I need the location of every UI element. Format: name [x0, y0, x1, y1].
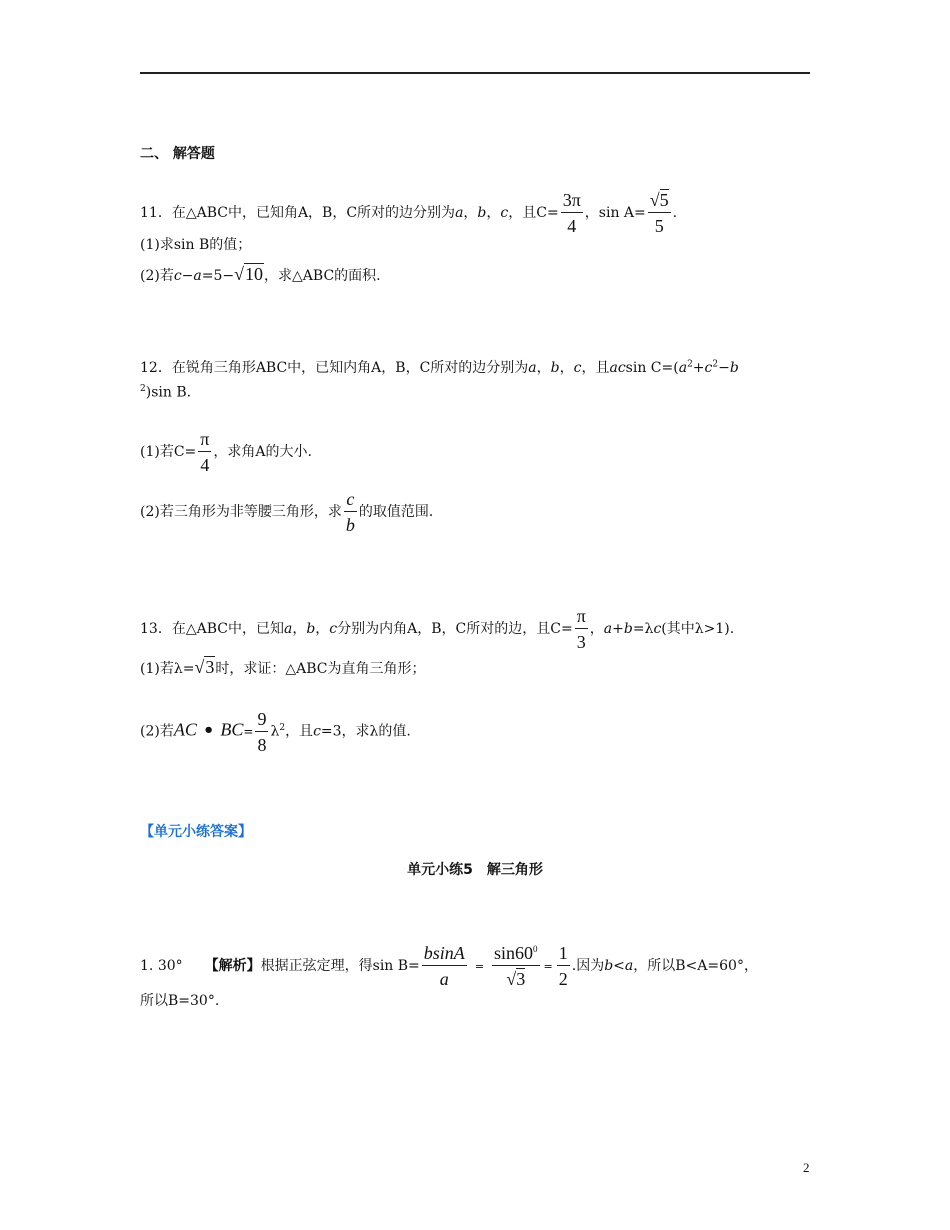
q13-text: ， — [589, 621, 604, 637]
var-c: c — [500, 205, 509, 221]
q12-text: (2)若三角形为非等腰三角形，求 — [140, 504, 342, 520]
vector-ac: AC — [173, 719, 197, 740]
header-rule — [140, 72, 810, 74]
var-c: c — [329, 621, 338, 637]
var-a: a — [678, 360, 688, 376]
fraction-1-2 — [557, 944, 570, 988]
fraction-pi-4 — [198, 430, 211, 474]
q13-text: =λ — [632, 621, 654, 637]
frac-den: 4 — [200, 455, 210, 475]
sep: ， — [536, 360, 551, 376]
radicand: 3 — [205, 657, 215, 677]
sin60: sin60 — [494, 943, 534, 963]
expr: ac — [609, 360, 626, 376]
degree-sup: 0 — [533, 944, 538, 954]
op: + — [692, 360, 705, 376]
sqrt-10: √10 — [234, 264, 264, 284]
q13-part1 — [140, 657, 425, 678]
q13-text: =3，求λ的值. — [320, 723, 411, 740]
answers-heading: 【单元小练答案】 — [140, 824, 252, 840]
var-a: a — [283, 621, 293, 637]
q13-text: 时，求证：△ABC为直角三角形； — [215, 661, 426, 677]
frac-den: b — [345, 515, 355, 535]
fraction-9-8 — [255, 710, 268, 754]
var-c: c — [573, 360, 582, 376]
q12-line2 — [140, 384, 191, 401]
q11-text: (2)若 — [140, 268, 174, 284]
frac-den: 5 — [654, 216, 664, 236]
frac-num: c — [344, 490, 357, 512]
equals: = — [243, 724, 254, 739]
var-c: c — [704, 360, 713, 376]
q13-text: (其中λ>1). — [661, 621, 735, 637]
frac-num — [492, 944, 540, 966]
q12-text: 的取值范围. — [358, 504, 434, 520]
answer-1-line1 — [140, 920, 758, 1013]
exponent: 2 — [687, 359, 693, 370]
var-a: a — [455, 205, 464, 221]
frac-den: 3 — [576, 632, 586, 652]
var-a: a — [528, 360, 537, 376]
fraction-pi-3 — [575, 607, 588, 651]
frac-num: √5 — [648, 191, 671, 213]
frac-den: √3 — [506, 969, 526, 989]
op: − — [718, 360, 730, 376]
expr: a+b — [603, 621, 633, 637]
fraction-bsinA-a — [422, 944, 467, 988]
fraction-sin60-sqrt3 — [492, 944, 540, 988]
frac-num: 3π — [561, 191, 583, 213]
var-b: b — [729, 360, 739, 376]
exponent: 2 — [279, 723, 286, 733]
sqrt-3: √3 — [194, 657, 215, 677]
fraction-c-b — [344, 490, 357, 534]
q13-text: (1)若λ= — [140, 661, 195, 677]
frac-den: 2 — [558, 969, 568, 989]
exponent: 2 — [140, 384, 146, 394]
dot-operator: • — [202, 719, 215, 741]
answer-1-line2: 所以B=30°. — [140, 993, 220, 1009]
radicand: 3 — [516, 969, 526, 989]
q11-part2 — [140, 264, 381, 285]
sep: ， — [463, 205, 478, 221]
q13-part2 — [140, 686, 411, 774]
frac-num: π — [198, 430, 211, 452]
var-b: b — [306, 621, 316, 637]
answer-number: 1. — [140, 958, 154, 974]
analysis-tag: 【解析】 — [204, 958, 261, 974]
var-c: c — [313, 723, 321, 740]
vector-bc: BC — [220, 719, 244, 740]
section-heading: 二、 解答题 — [140, 146, 215, 162]
answer-text: .因为 — [571, 958, 605, 974]
fraction-3pi-4 — [561, 191, 583, 235]
q13-text: (2)若 — [140, 723, 174, 740]
frac-den: 8 — [257, 734, 267, 755]
sep: ， — [315, 621, 330, 637]
q11-text: 11．在△ABC中，已知角A，B，C所对的边分别为 — [140, 205, 456, 221]
frac-den: a — [439, 969, 449, 989]
period: . — [672, 205, 678, 221]
frac-den: 4 — [567, 216, 577, 236]
sep: ， — [292, 621, 307, 637]
frac-num: π — [575, 607, 588, 629]
q12-line1 — [140, 357, 739, 377]
q12-part2 — [140, 470, 433, 554]
q12-text: sin C=( — [625, 360, 679, 376]
radicand: 10 — [245, 264, 264, 284]
q11-text: =5− — [201, 268, 235, 284]
q11-part1: (1)求sin B的值； — [140, 237, 252, 253]
q11-text: ，求△ABC的面积. — [264, 268, 381, 284]
expr: b<a — [604, 958, 634, 974]
var-b: b — [477, 205, 487, 221]
q13-text: ，且 — [285, 723, 314, 740]
answer-text: ，所以B<A=60°， — [633, 958, 758, 974]
var-c: c — [653, 621, 662, 637]
fraction-sqrt5-5 — [648, 191, 671, 235]
page-number: 2 — [803, 1160, 810, 1175]
answer-text: 根据正弦定理，得sin B= — [260, 958, 420, 974]
equals: = — [474, 960, 485, 973]
q12-text: 12．在锐角三角形ABC中，已知内角A，B，C所对的边分别为 — [140, 360, 529, 376]
q11-text: ，sin A= — [584, 205, 646, 221]
answers-title: 单元小练5 解三角形 — [407, 862, 543, 878]
sep: ， — [486, 205, 501, 221]
q12-text: (1)若C= — [140, 444, 197, 460]
var-b: b — [550, 360, 560, 376]
exponent: 2 — [712, 359, 719, 370]
q13-text: 分别为内角A，B，C所对的边，且C= — [337, 621, 573, 637]
sep: ， — [559, 360, 574, 376]
expr: c−a — [173, 268, 202, 284]
q13-text: λ — [270, 723, 280, 740]
q12-text: )sin B. — [145, 384, 192, 401]
radicand: 5 — [659, 190, 669, 210]
q13-text: 13．在△ABC中，已知 — [140, 621, 284, 637]
frac-num: bsinA — [422, 944, 467, 966]
q11-text: ，且C= — [508, 205, 559, 221]
q12-text: ，求角A的大小. — [213, 444, 312, 460]
q12-text: ，且 — [581, 360, 610, 376]
answer-value: 30° — [157, 958, 183, 974]
frac-num: 9 — [255, 710, 268, 732]
equals: = — [543, 960, 553, 973]
frac-num: 1 — [557, 944, 570, 966]
